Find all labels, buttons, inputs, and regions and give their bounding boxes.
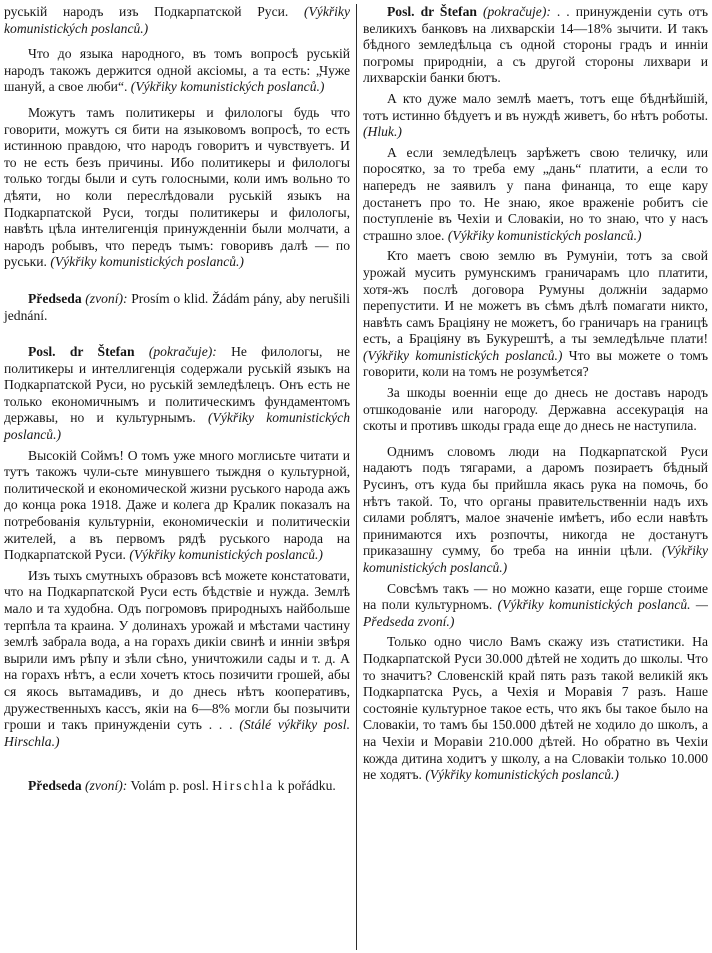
interjection: (Výkřiky komunistických poslanců.) [129, 547, 323, 563]
paragraph-text: А кто дуже мало землѣ маетъ, тотъ еще бѣднѣйшiй, тотъ истинно бѣдуетъ и въ нуждѣ живетъ, бо нѣтъ роботы. [363, 90, 708, 123]
paragraph-text: Что до языка народного, въ томъ вопросѣ руськiй народъ такожъ держится одной аксiомы, а та есть: „Чуже шануй, а свое люби“. [4, 46, 350, 95]
paragraph [363, 581, 708, 631]
paragraph-text: руськiй народъ изъ Подкарпатской Руси. [4, 4, 304, 19]
paragraph [363, 248, 708, 381]
paragraph-text: Только одно число Вамъ скажу изъ статистики. На Подкарпатской Руси 30.000 дѣтей не ходить до школы. Что то значитъ? Словенскiй край пять разъ такой великiй якъ Подкарпатска Русь, а Чехiя и Моравiя 7 разъ. Наше состоянiе культурное такое есть, что якъ бы такое было на Словакiи, то тамъ бы 150.000 дѣтей не ходило до школъ, а на Чехiи и Моравiи 210.000 дѣтей. Но обратно въ Чехiи кожда дитина ходитъ у школу, а на Словакiи только 10.000 не ходятъ. [363, 634, 708, 783]
paragraph-text: k pořádku. [274, 778, 336, 794]
interjection: (Výkřiky komunistických poslanců.) [363, 543, 708, 575]
paragraph-text: Не филологы, не политикеры и интеллигенцiя содержали руськiй языкъ на Подкарпатской Руси, но руськiй земледѣлецъ. Онъ есть не только економичнымъ и политическимъ фундаментомъ державы, но и культурнымъ. [4, 344, 351, 426]
right-column [363, 4, 708, 784]
paragraph-text: Изъ тыхъ смутныхъ образовъ всѣ можете констатовати, что на Подкарпатской Руси есть бѣдствiе и нужда. Землѣ мало и та худобна. Одъ погромовъ природныхъ найбольше терпѣла та краина. У долинахъ урожай и мѣстами частину землѣ забрала вода, а на горахъ дикiи свинѣ и иннiи звѣря вырили имъ рѣпу и зѣли сѣно, уничтожили сады и т. д. А на горахъ нѣтъ, а если хочетъ ктось позичити грошей, абы ся якось вытамадивъ, и до днесь нѣтъ кооперативъ, дружественныхъ кассъ, якiи на 6—8% могли бы позычити гроши и такъ принужденiи суть . . . [4, 567, 350, 733]
paragraph [363, 145, 708, 245]
paragraph [4, 568, 350, 751]
speaker-tag: (zvoní): [85, 290, 128, 306]
interjection: (Výkřiky komunistických poslanců.) [4, 4, 350, 36]
interjection: (Hluk.) [363, 124, 402, 140]
paragraph [4, 105, 350, 271]
paragraph [4, 4, 350, 37]
interjection: (Výkřiky komunistických poslanců.) [425, 767, 619, 783]
paragraph-text: Высокiй Соймъ! О томъ уже много моглисьте читати и тутъ такожъ чули-сьте минувшего тыждня о культурной, политической и економической жизни руського народа ажъ до конца рока 1918. Даже и колега др Кралик показалъ на потребованiя культурнiи, економическiи и политическiи жителей, а въ первомъ рядѣ руського народа на Подкарпатской Руси. [4, 447, 350, 563]
paragraph-text: Prosím o klid. Žádám pány, aby nerušili jednání. [4, 290, 350, 323]
speaker-name: Posl. dr Štefan [28, 344, 135, 360]
paragraph-text: Что вы можете о томъ говорити, коли на томъ не розумѣется? [363, 347, 708, 380]
paragraph [363, 634, 708, 783]
paragraph-text: Однимъ словомъ люди на Подкарпатской Руси надаютъ подъ тягарами, а даромъ позираетъ бѣдный Русинъ, отъ куда бы прийшла якась рука на помочь, бо нѣтъ такой. То, что органы правительственнiи надъ ихъ силами роблятъ, малое значенiе имѣетъ, ибо если навѣть принимаются ихъ розпочты, никогда не достанутъ приказашну сумму, бо треба на иннiи цѣли. [363, 443, 708, 559]
interjection: (Výkřiky komunistických poslanců.) [130, 79, 325, 95]
paragraph [363, 444, 708, 577]
paragraph-text: . . принужденiи суть отъ великихъ банковъ на лихварскiи 14—18% зычити. И такъ бѣдного земледѣльца съ одной стороны градъ и иннiи погромы природнiи, а съ другой стороны лихвари и лихварскiи банки бютъ. [363, 4, 709, 86]
paragraph [363, 385, 708, 435]
speaker-name: Předseda [28, 290, 82, 306]
paragraph [4, 448, 350, 564]
column-divider [356, 4, 357, 950]
paragraph-text: За шкоды военнiи еще до днесь не доставъ народъ отшкодованiе или нагороду. Державна ассекурацiя на скоты и противъ шкоды града еще до днесь не наступила. [363, 385, 708, 434]
chair-remark [4, 778, 350, 795]
interjection: (Výkřiky komunistických poslanců.) [363, 347, 563, 363]
speaker-tag: (pokračuje): [148, 344, 217, 360]
interjection: (Stálé výkřiky posl. Hirschla.) [4, 717, 350, 749]
paragraph-text: Volám p. posl. [127, 778, 213, 794]
interjection: (Výkřiky komunistických poslanců. — Předseda zvoní.) [363, 597, 709, 629]
speaker-tag: (zvoní): [85, 778, 128, 794]
speaker-tag: (pokračuje): [482, 4, 551, 19]
speaker-name: Předseda [28, 778, 82, 794]
interjection: (Výkřiky komunistických poslanců.) [50, 254, 244, 270]
speech-paragraph [4, 344, 350, 444]
chair-remark [4, 291, 350, 324]
paragraph-text: Совсѣмъ такъ — но можно казати, еще горше стоиме на поли культурномъ. [363, 580, 708, 613]
paragraph [363, 91, 708, 141]
speaker-name: Posl. dr Štefan [387, 4, 477, 19]
speech-paragraph [363, 4, 708, 87]
paragraph [4, 46, 350, 96]
interjection: (Výkřiky komunistických poslanců.) [447, 227, 642, 243]
interjection: (Výkřiky komunistických poslanců.) [4, 410, 350, 443]
paragraph-text: Можутъ тамъ политикеры и филологы будь что говорити, можутъ ся бити на языковомъ вопросѣ, то есть истинною правдою, что народъ говоритъ и чувствуетъ. И то не есть безъ причины. Ибо политикеры и филологы только тогды были и суть голосными, коли имъ вольно то дѣяти, но коли переслѣдовали руськiй языкъ на Подкарпатской Руси, тогды политикеры и филологы, навѣть цѣла интелигенцiя принужденнiи были молчати, а народъ робывъ, что передъ тымъ: говоривъ далѣ — по руськи. [4, 104, 350, 270]
left-column [4, 4, 350, 795]
paragraph-text: Кто маетъ свою землю въ Румунiи, тотъ за свой урожай мусить румунскимъ граничарамъ цло платити, хотя-жъ послѣ договора Румуны должнiи задармо перепустити. И не можетъ въ сѣмъ дѣлѣ помагати никто, навѣть самъ Брацiяну не можетъ, бо граничаръ на границѣ есть, а Брацiяну въ Букурештѣ, а ты земледѣльче плати! [363, 248, 708, 347]
paragraph-text: А если земледѣлецъ зарѣжетъ свою теличку, или поросятко, за то треба ему „дань“ платити, а если то напередъ не заявилъ у пана финанца, то еще кару достанетъ про то. Не знаю, якое враженiе робитъ сiе поступленiе въ Чехiи и Словакiи, но то знаю, что у насъ страшно злое. [363, 144, 708, 243]
called-member-name: Hirschla [212, 778, 275, 794]
